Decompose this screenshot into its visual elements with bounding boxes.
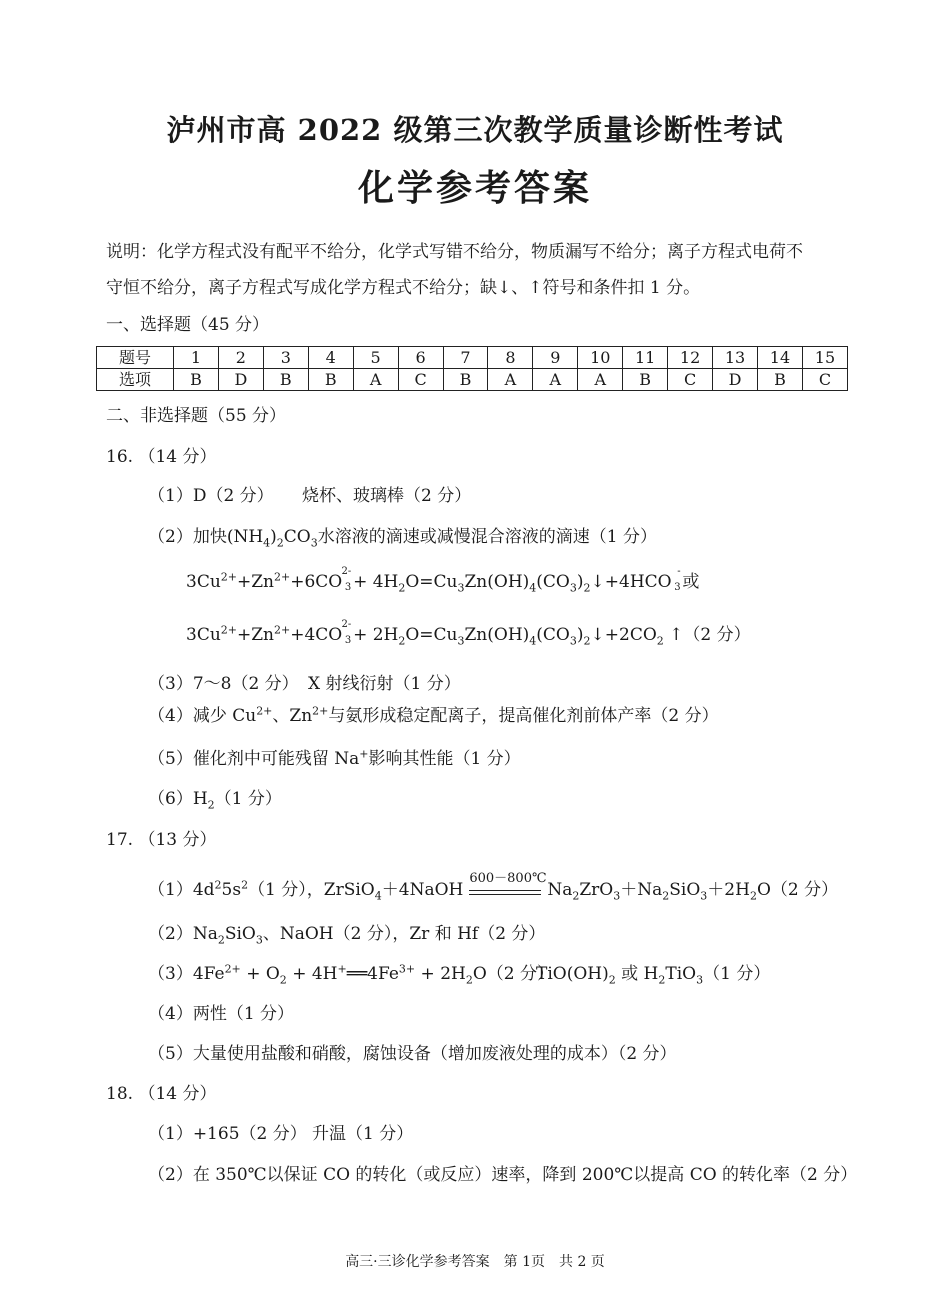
answer-choice: A [533, 369, 578, 391]
q16-part4-pre: （4）减少 Cu [148, 706, 257, 726]
eq-text: ) [576, 572, 584, 592]
subscript: 2 [572, 889, 580, 903]
carbonate-ion [315, 566, 352, 593]
eq-text: 3Cu [186, 572, 221, 592]
question-number: 7 [443, 347, 488, 369]
eq-text: SiO [669, 880, 701, 900]
q16-part1b: 烧杯、玻璃棒（2 分） [302, 486, 472, 506]
question-number: 13 [713, 347, 758, 369]
question-number: 14 [757, 347, 802, 369]
subscript: 4 [263, 536, 271, 550]
eq-text: + 4H [292, 964, 338, 984]
question-number: 4 [308, 347, 353, 369]
subscript: 4 [374, 889, 382, 903]
subscript: 3 [613, 889, 621, 903]
section1-heading: 一、选择题（45 分） [106, 315, 270, 335]
eq-text: 或 [682, 572, 700, 592]
subscript: 2 [656, 634, 664, 648]
answer-table [96, 346, 848, 391]
answer-choice: B [308, 369, 353, 391]
subscript: 2 [583, 581, 591, 595]
eq-text: 或 H [621, 964, 659, 984]
subscript: 2 [608, 973, 616, 987]
question-number: 2 [218, 347, 263, 369]
q17-part2-post: 、NaOH（2 分），Zr 和 Hf（2 分） [262, 924, 546, 944]
q16-part6 [148, 788, 282, 810]
ion-charge: 2- [341, 619, 352, 630]
q17-part1 [148, 870, 839, 903]
eq-text: O（2 分） [756, 880, 839, 900]
superscript: 2+ [220, 623, 237, 637]
question-number: 15 [802, 347, 847, 369]
q16-part6-pre: （6）H [148, 789, 208, 809]
q16-equation-2 [186, 619, 751, 648]
question-number: 5 [353, 347, 398, 369]
q16-part5-post: 影响其性能（1 分） [368, 749, 521, 769]
subscript: 3 [696, 973, 704, 987]
subscript: 2 [217, 933, 225, 947]
subscript: 2 [398, 581, 406, 595]
eq-text: O=Cu [405, 625, 458, 645]
q17-part1-post: （1 分），ZrSiO [248, 880, 375, 900]
eq-text: + O [246, 964, 280, 984]
q16-part2-pre: （2）加快(NH [148, 527, 264, 547]
eq-text: + 2H [353, 625, 399, 645]
answer-choice: A [488, 369, 533, 391]
question-number: 3 [263, 347, 308, 369]
subscript: 3 [569, 581, 577, 595]
answer-choice: C [802, 369, 847, 391]
q16-part5 [148, 748, 521, 770]
question-number: 12 [668, 347, 713, 369]
question-number: 11 [623, 347, 668, 369]
q16-part3a: （3）7～8（2 分） [148, 674, 299, 694]
equals-line-bottom [469, 894, 541, 895]
eq-text: （1 分） [703, 964, 771, 984]
reaction-equals-sign [469, 870, 547, 902]
q17-part2-mid: SiO [224, 924, 256, 944]
eq-text: ↑（2 分） [669, 625, 751, 645]
eq-text: ZrO [579, 880, 614, 900]
q17-part2-pre: （2）Na [148, 924, 218, 944]
answer-choice: A [578, 369, 623, 391]
subscript: 4 [529, 634, 537, 648]
q17-part1-pre: （1）4d [148, 880, 215, 900]
q16-part4-post: 与氨形成稳定配离子，提高催化剂前体产率（2 分） [328, 706, 719, 726]
eq-text: ＋2H [707, 880, 750, 900]
subscript: 2 [276, 536, 284, 550]
answer-choice: D [713, 369, 758, 391]
answer-choice: B [174, 369, 219, 391]
eq-text: ↓+2CO [590, 625, 657, 645]
answer-row-label: 选项 [97, 369, 174, 391]
eq-text: +6 [290, 572, 316, 592]
answer-choice: B [623, 369, 668, 391]
q17-part4: （4）两性（1 分） [148, 1004, 295, 1024]
question-number: 6 [398, 347, 443, 369]
superscript: 2+ [224, 962, 241, 976]
question-number: 8 [488, 347, 533, 369]
equals-line-top [469, 890, 541, 891]
carbonate-ion [315, 619, 352, 646]
bicarbonate-ion [629, 566, 681, 593]
q17-part5: （5）大量使用盐酸和硝酸，腐蚀设备（增加废液处理的成本）（2 分） [148, 1044, 677, 1064]
subscript: 2 [749, 889, 757, 903]
superscript: 2 [241, 878, 249, 892]
eq-text: (CO [536, 625, 570, 645]
subscript: 3 [457, 634, 465, 648]
answer-choice: B [263, 369, 308, 391]
question-number: 10 [578, 347, 623, 369]
subscript: 3 [700, 889, 708, 903]
superscript: 2+ [220, 570, 237, 584]
subscript: 3 [255, 933, 263, 947]
q18-label: 18. （14 分） [106, 1084, 217, 1104]
q18-part1a: （1）+165（2 分） [148, 1124, 307, 1144]
page-subtitle: 化学参考答案 [357, 167, 592, 209]
eq-text: +Zn [237, 625, 275, 645]
eq-text: ) [576, 625, 584, 645]
subscript: 4 [529, 581, 537, 595]
ion-formula: CO [315, 572, 343, 592]
q16-label: 16. （14 分） [106, 447, 217, 467]
q16-part3b: X 射线衍射（1 分） [308, 674, 461, 694]
eq-text: + 2H [420, 964, 466, 984]
eq-text: +4 [290, 625, 316, 645]
subscript: 2 [279, 973, 287, 987]
eq-text: O=Cu [405, 572, 458, 592]
subscript: 2 [583, 634, 591, 648]
notes-line-1: 说明：化学方程式没有配平不给分，化学式写错不给分，物质漏写不给分；离子方程式电荷不 [106, 242, 803, 262]
q16-equation-1 [186, 566, 700, 595]
eq-text: ↓+4 [590, 572, 630, 592]
superscript: 2+ [274, 570, 291, 584]
superscript: + [359, 747, 369, 761]
superscript: 2 [214, 878, 222, 892]
eq-text: ＋Na [620, 880, 663, 900]
answer-choice: B [443, 369, 488, 391]
subscript: 2 [662, 889, 670, 903]
q17-part1-naoh: ＋4NaOH [381, 880, 464, 900]
superscript: 2+ [312, 704, 329, 718]
question-number: 9 [533, 347, 578, 369]
answer-choice: C [398, 369, 443, 391]
reaction-condition: 600－800℃ [469, 870, 547, 886]
subscript: 2 [658, 973, 666, 987]
ion-subscript: 3 [344, 582, 352, 593]
subscript: 3 [310, 536, 318, 550]
q16-part2-tail: 水溶液的滴速或减慢混合溶液的滴速（1 分） [317, 527, 657, 547]
q16-part4-mid: 、Zn [272, 706, 313, 726]
page-footer: 高三·三诊化学参考答案 第 1页 共 2 页 [345, 1254, 605, 1270]
answer-choice: B [757, 369, 802, 391]
q17-part3 [148, 963, 554, 985]
eq-text: O（2 分） [472, 964, 555, 984]
eq-text: Na [547, 880, 573, 900]
q17-part3-product [536, 963, 770, 985]
eq-text: ══4Fe [346, 964, 399, 984]
eq-text: Zn(OH) [464, 572, 530, 592]
eq-text: TiO(OH) [536, 964, 609, 984]
eq-text: (CO [536, 572, 570, 592]
answer-table-answer-row [97, 369, 848, 391]
q16-part1a: （1）D（2 分） [148, 486, 274, 506]
q16-part2-post: CO [283, 527, 311, 547]
subscript: 2 [398, 634, 406, 648]
subscript: 3 [457, 581, 465, 595]
answer-choice: D [218, 369, 263, 391]
q18-part2: （2）在 350℃以保证 CO 的转化（或反应）速率，降到 200℃以提高 CO 的转化率（2 分） [148, 1165, 858, 1185]
ion-charge: - [677, 566, 681, 577]
answer-table-question-row [97, 347, 848, 369]
notes-line-2: 守恒不给分，离子方程式写成化学方程式不给分；缺↓、↑符号和条件扣 1 分。 [106, 278, 701, 298]
eq-text: 3Cu [186, 625, 221, 645]
ion-subscript: 3 [344, 635, 352, 646]
subscript: 3 [569, 634, 577, 648]
q16-part6-post: （1 分） [214, 789, 282, 809]
ion-formula: HCO [629, 572, 672, 592]
q16-part4 [148, 705, 719, 727]
superscript: 2+ [256, 704, 273, 718]
ion-charge: 2- [341, 566, 352, 577]
eq-text: +Zn [237, 572, 275, 592]
q17-part2 [148, 923, 545, 945]
question-number: 1 [174, 347, 219, 369]
superscript: + [337, 962, 347, 976]
section2-heading: 二、非选择题（55 分） [106, 406, 287, 426]
page-title: 泸州市高 2022 级第三次教学质量诊断性考试 [166, 113, 784, 147]
q16-part2 [148, 526, 657, 548]
eq-text: TiO [665, 964, 697, 984]
question-row-label: 题号 [97, 347, 174, 369]
q16-part2-mid: ) [270, 527, 277, 547]
ion-subscript: 3 [674, 582, 681, 593]
q17-part1-mid: 5s [221, 880, 242, 900]
eq-text: + 4H [353, 572, 399, 592]
eq-text: Zn(OH) [464, 625, 530, 645]
superscript: 2+ [274, 623, 291, 637]
q16-part5-pre: （5）催化剂中可能残留 Na [148, 749, 360, 769]
q18-part1b: 升温（1 分） [312, 1124, 414, 1144]
eq-text: （3）4Fe [148, 964, 225, 984]
ion-formula: CO [315, 625, 343, 645]
q17-label: 17. （13 分） [106, 830, 217, 850]
subscript: 2 [465, 973, 473, 987]
subscript: 2 [207, 798, 215, 812]
superscript: 3+ [398, 962, 416, 976]
answer-choice: A [353, 369, 398, 391]
answer-choice: C [668, 369, 713, 391]
